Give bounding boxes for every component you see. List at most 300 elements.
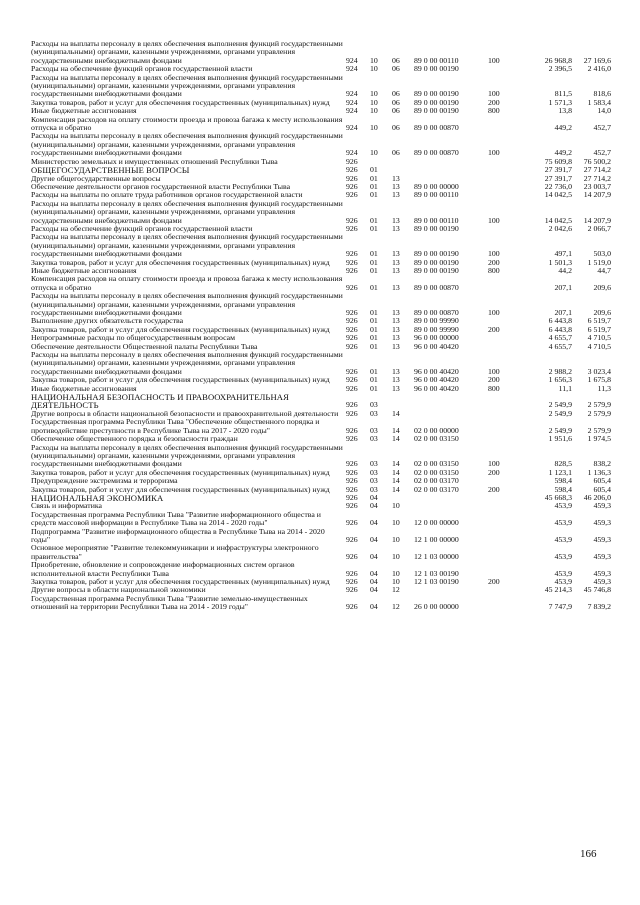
row-grbs-code: 924 — [346, 55, 358, 65]
row-amount-year2: 1 583,4 — [587, 97, 611, 107]
row-name: Расходы на выплаты по оплате труда работников органов государственной власти — [31, 190, 303, 200]
row-section-code: 04 — [370, 602, 378, 612]
row-amount-year2: 1 974,5 — [587, 434, 611, 444]
row-subsection-code — [392, 158, 414, 166]
row-name: Расходы на обеспечение функций органов государственной власти — [31, 223, 253, 233]
row-section-code: 01 — [370, 316, 378, 326]
row-grbs-code: 926 — [346, 408, 358, 418]
row-grbs-code: 926 — [346, 534, 358, 544]
row-name: Государственная программа Республики Тыва "Развитие земельно-имущественных отношений на территории Республики Тыва на 2014 - 2019 годы" — [31, 593, 308, 612]
table-row — [31, 393, 611, 410]
row-name: Закупка товаров, работ и услуг для обеспечения государственных (муниципальных) нужд — [31, 577, 330, 586]
row-expense-type: 100 — [488, 249, 500, 259]
row-target-article: 89 0 00 00190 — [414, 265, 459, 275]
row-name: Обеспечение деятельности органов государственной власти Республики Тыва — [31, 181, 291, 191]
table-row — [31, 511, 611, 528]
row-target-article: 12 1 03 00190 — [414, 568, 459, 578]
row-expense-type: 200 — [488, 257, 500, 267]
row-subsection-code: 13 — [392, 383, 400, 393]
row-amount-year2: 3 023,4 — [587, 366, 611, 376]
row-grbs-code: 926 — [346, 282, 358, 292]
row-target-article: 89 0 00 00190 — [414, 106, 459, 116]
row-name: Закупка товаров, работ и услуг для обеспечения государственных (муниципальных) нужд — [31, 467, 330, 477]
row-amount-year1: 2 042,6 — [548, 223, 572, 233]
row-name: НАЦИОНАЛЬНАЯ ЭКОНОМИКА — [31, 492, 164, 503]
row-section-code: 01 — [370, 333, 378, 343]
table-row — [31, 351, 611, 376]
budget-table-body — [31, 40, 611, 612]
row-target-article: 89 0 00 00110 — [414, 215, 459, 225]
row-target-article: 89 0 00 99990 — [414, 324, 459, 334]
row-expense-type: 200 — [488, 97, 500, 107]
row-target-article: 12 1 00 00000 — [414, 534, 459, 544]
row-amount-year1: 1 123,1 — [548, 467, 572, 477]
table-row — [31, 561, 611, 578]
table-row — [31, 132, 611, 157]
row-amount-year1: 453,9 — [554, 577, 572, 586]
row-subsection-code: 12 — [392, 585, 400, 595]
row-name: Обеспечение деятельности Общественной палаты Республики Тыва — [31, 341, 258, 351]
row-amount-year2: 27 714,2 — [583, 173, 611, 183]
row-expense-type — [488, 410, 514, 418]
row-section-code: 01 — [370, 173, 378, 183]
row-expense-type — [488, 393, 514, 410]
row-section-code: 04 — [370, 568, 378, 578]
row-expense-type — [488, 544, 514, 561]
budget-table-sheet — [31, 40, 611, 612]
row-grbs-code: 926 — [346, 518, 358, 528]
row-target-article — [414, 586, 488, 594]
row-grbs-code: 926 — [346, 324, 358, 334]
row-target-article: 89 0 00 00190 — [414, 257, 459, 267]
row-amount-year1: 497,1 — [554, 249, 572, 259]
table-row — [31, 444, 611, 469]
row-subsection-code: 06 — [392, 64, 400, 74]
row-amount-year2: 2 416,0 — [587, 64, 611, 74]
row-amount-year2: 818,6 — [593, 89, 611, 99]
row-target-article: 89 0 00 00000 — [414, 181, 459, 191]
row-subsection-code: 14 — [392, 408, 400, 418]
row-name: Расходы на выплаты персоналу в целях обеспечения выполнения функций государственными (муниципальными) органами, казенными учреждениями, органами управления государственными внебюджетными фондами — [31, 350, 343, 376]
row-grbs-code: 926 — [346, 249, 358, 259]
row-name: Государственная программа Республики Тыва "Обеспечение общественного порядка и противодействие преступности в Республике Тыва на 2017 - 2020 годы" — [31, 417, 320, 435]
row-expense-type — [488, 586, 514, 594]
row-subsection-code: 14 — [392, 476, 400, 486]
row-section-code: 01 — [370, 249, 378, 259]
row-grbs-code: 924 — [346, 89, 358, 99]
row-target-article: 12 0 00 00000 — [414, 518, 459, 528]
row-expense-type — [488, 494, 514, 502]
row-grbs-code: 924 — [346, 64, 358, 74]
row-subsection-code: 14 — [392, 425, 400, 435]
row-grbs-code: 926 — [346, 257, 358, 267]
row-amount-year2: 11,3 — [597, 383, 611, 393]
row-amount-year1: 1 571,3 — [548, 97, 572, 107]
row-expense-type — [488, 275, 514, 292]
row-amount-year2: 7 839,2 — [587, 602, 611, 612]
row-grbs-code: 926 — [346, 375, 358, 385]
row-amount-year1: 44,2 — [558, 265, 572, 275]
row-section-code: 03 — [370, 484, 378, 494]
row-amount-year2: 605,4 — [593, 476, 611, 486]
row-amount-year2: 27 714,2 — [583, 165, 611, 175]
row-amount-year2: 605,4 — [593, 484, 611, 494]
row-target-article — [414, 166, 488, 174]
row-name: Расходы на выплаты персоналу в целях обеспечения выполнения функций государственными (муниципальными) органами, казенными учреждениями, органами управления государственными внебюджетными фондами — [31, 198, 343, 225]
row-name: Расходы на выплаты персоналу в целях обеспечения выполнения функций государственными (муниципальными) органами, казенными учреждениями, органами управления государственными внебюджетными фондами — [31, 291, 343, 317]
row-amount-year2: 76 500,2 — [583, 156, 611, 166]
row-amount-year2: 2 579,9 — [587, 408, 611, 418]
row-subsection-code: 13 — [392, 181, 400, 191]
row-expense-type — [488, 435, 514, 443]
row-name: Закупка товаров, работ и услуг для обеспечения государственных (муниципальных) нужд — [31, 375, 330, 385]
row-name: ОБЩЕГОСУДАРСТВЕННЫЕ ВОПРОСЫ — [31, 165, 190, 176]
row-name: Закупка товаров, работ и услуг для обеспечения государственных (муниципальных) нужд — [31, 324, 330, 334]
row-name: Другие вопросы в области национальной экономики — [31, 585, 206, 595]
row-section-code: 01 — [370, 165, 378, 175]
row-section-code: 04 — [370, 577, 378, 586]
row-name: Расходы на выплаты персоналу в целях обеспечения выполнения функций государственными (муниципальными) органами, казенными учреждениями, органами управления государственными внебюджетными фондами — [31, 72, 343, 99]
row-target-article: 26 0 00 00000 — [414, 602, 459, 612]
row-amount-year1: 2 396,5 — [548, 64, 572, 74]
row-subsection-code: 12 — [392, 602, 400, 612]
table-row — [31, 292, 611, 317]
row-grbs-code: 924 — [346, 123, 358, 133]
row-amount-year2: 4 710,5 — [587, 333, 611, 343]
row-subsection-code: 14 — [392, 484, 400, 494]
row-grbs-code: 924 — [346, 97, 358, 107]
row-target-article: 89 0 00 00870 — [414, 148, 459, 158]
row-name: Компенсация расходов на оплату стоимости проезда и провоза багажа к месту использования отпуска и обратно — [31, 114, 343, 133]
row-name: Расходы на выплаты персоналу в целях обеспечения выполнения функций государственными (муниципальными) органами, казенными учреждениями, органами управления государственными внебюджетными фондами — [31, 232, 343, 259]
row-section-code: 01 — [370, 282, 378, 292]
row-grbs-code: 926 — [346, 333, 358, 343]
table-row — [31, 494, 611, 502]
row-section-code: 04 — [370, 534, 378, 544]
row-name: Иные бюджетные ассигнования — [31, 106, 137, 116]
row-expense-type: 200 — [488, 484, 500, 494]
row-amount-year1: 2 549,9 — [548, 408, 572, 418]
row-section-code: 01 — [370, 375, 378, 385]
row-subsection-code: 13 — [392, 190, 400, 200]
row-grbs-code: 926 — [346, 425, 358, 435]
row-section-code: 10 — [370, 123, 378, 133]
table-row — [31, 40, 611, 65]
row-grbs-code: 926 — [346, 215, 358, 225]
row-subsection-code: 13 — [392, 173, 400, 183]
row-amount-year2: 459,3 — [593, 551, 611, 561]
row-name: Закупка товаров, работ и услуг для обеспечения государственных (муниципальных) нужд — [31, 97, 330, 107]
row-amount-year1: 45 214,3 — [544, 585, 572, 595]
row-amount-year1: 75 609,8 — [544, 156, 572, 166]
row-amount-year1: 207,1 — [554, 308, 572, 317]
row-grbs-code: 926 — [346, 434, 358, 444]
row-amount-year1: 11,1 — [558, 383, 572, 393]
row-section-code: 03 — [370, 408, 378, 418]
row-expense-type: 200 — [488, 577, 500, 586]
row-amount-year1: 6 443,8 — [548, 324, 572, 334]
row-amount-year2: 503,0 — [593, 249, 611, 259]
row-target-article — [414, 158, 488, 166]
row-grbs-code: 926 — [346, 568, 358, 578]
row-amount-year1: 2 549,9 — [548, 425, 572, 435]
row-section-code: 01 — [370, 190, 378, 200]
row-subsection-code: 10 — [392, 551, 400, 561]
row-subsection-code: 10 — [392, 534, 400, 544]
row-amount-year1: 453,9 — [554, 501, 572, 511]
row-expense-type — [488, 65, 514, 73]
row-section-code: 01 — [370, 308, 378, 317]
page-number: 166 — [580, 848, 597, 860]
row-grbs-code: 926 — [346, 308, 358, 317]
row-amount-year2: 14,0 — [597, 106, 611, 116]
row-section-code: 10 — [370, 89, 378, 99]
row-amount-year1: 4 655,7 — [548, 341, 572, 351]
row-amount-year2: 6 519,7 — [587, 316, 611, 326]
row-subsection-code: 10 — [392, 501, 400, 511]
row-amount-year1: 2 549,9 — [548, 400, 572, 410]
row-target-article: 02 0 00 03150 — [414, 467, 459, 477]
row-grbs-code: 926 — [346, 265, 358, 275]
table-row — [31, 275, 611, 292]
row-expense-type — [488, 528, 514, 545]
row-subsection-code: 06 — [392, 123, 400, 133]
row-expense-type — [488, 175, 514, 183]
row-expense-type: 800 — [488, 106, 500, 116]
row-section-code: 01 — [370, 383, 378, 393]
row-target-article: 89 0 00 00190 — [414, 64, 459, 74]
row-amount-year2: 209,6 — [593, 282, 611, 292]
table-row — [31, 116, 611, 133]
row-grbs-code: 926 — [346, 585, 358, 595]
row-name: Другие общегосударственные вопросы — [31, 173, 161, 183]
row-amount-year2: 23 003,7 — [583, 181, 611, 191]
row-section-code: 03 — [370, 434, 378, 444]
row-amount-year2: 44,7 — [597, 265, 611, 275]
table-row — [31, 233, 611, 258]
row-grbs-code: 926 — [346, 476, 358, 486]
row-amount-year1: 453,9 — [554, 534, 572, 544]
row-amount-year2: 459,3 — [593, 534, 611, 544]
row-amount-year2: 6 519,7 — [587, 324, 611, 334]
row-expense-type — [488, 595, 514, 612]
row-amount-year2: 1 136,3 — [587, 467, 611, 477]
row-grbs-code: 926 — [346, 366, 358, 376]
row-grbs-code: 926 — [346, 400, 358, 410]
row-target-article — [414, 410, 488, 418]
row-subsection-code: 10 — [392, 568, 400, 578]
row-amount-year2: 459,3 — [593, 501, 611, 511]
row-subsection-code: 14 — [392, 459, 400, 469]
row-section-code: 04 — [370, 492, 378, 502]
row-amount-year1: 7 747,9 — [548, 602, 572, 612]
row-subsection-code: 13 — [392, 341, 400, 351]
row-subsection-code: 13 — [392, 333, 400, 343]
row-subsection-code: 14 — [392, 434, 400, 444]
row-target-article: 89 0 00 00190 — [414, 97, 459, 107]
row-section-code: 03 — [370, 467, 378, 477]
row-subsection-code: 13 — [392, 308, 400, 317]
row-expense-type: 100 — [488, 89, 500, 99]
row-name: Государственная программа Республики Тыва "Развитие информационного общества и средств массовой информации в Республике Тыва на 2014 - 2020 годы" — [31, 509, 321, 528]
row-name: Расходы на обеспечение функций органов государственной власти — [31, 64, 253, 74]
table-row — [31, 74, 611, 99]
row-expense-type — [488, 225, 514, 233]
row-target-article: 89 0 00 00190 — [414, 223, 459, 233]
row-grbs-code: 926 — [346, 551, 358, 561]
row-amount-year2: 4 710,5 — [587, 341, 611, 351]
row-amount-year1: 1 951,6 — [548, 434, 572, 444]
row-target-article: 96 0 00 40420 — [414, 383, 459, 393]
row-amount-year2: 452,7 — [593, 123, 611, 133]
row-name: Приобретение, обновление и сопровождение информационных систем органов исполнительной власти Республики Тыва — [31, 560, 295, 578]
row-section-code: 01 — [370, 341, 378, 351]
row-target-article — [414, 393, 488, 410]
row-expense-type — [488, 191, 514, 199]
row-amount-year1: 6 443,8 — [548, 316, 572, 326]
row-amount-year2: 459,3 — [593, 568, 611, 578]
row-amount-year2: 14 207,9 — [583, 215, 611, 225]
row-target-article: 89 0 00 00110 — [414, 55, 459, 65]
row-name: Расходы на выплаты персоналу в целях обеспечения выполнения функций государственными (муниципальными) органами, казенными учреждениями, органами управления государственными внебюджетными фондами — [31, 131, 343, 158]
row-section-code: 01 — [370, 223, 378, 233]
row-name: Подпрограмма "Развитие информационного общества в Республике Тыва на 2014 - 2020 годы" — [31, 526, 325, 544]
row-expense-type: 200 — [488, 467, 500, 477]
row-section-code: 01 — [370, 257, 378, 267]
row-amount-year2: 1 519,0 — [587, 257, 611, 267]
row-target-article: 02 0 00 03150 — [414, 434, 459, 444]
row-grbs-code: 926 — [346, 459, 358, 469]
row-name: Компенсация расходов на оплату стоимости проезда и провоза багажа к месту использования отпуска и обратно — [31, 274, 343, 292]
row-section-code: 04 — [370, 501, 378, 511]
row-section-code: 10 — [370, 55, 378, 65]
row-amount-year1: 26 968,8 — [544, 55, 572, 65]
row-expense-type: 200 — [488, 324, 500, 334]
row-amount-year1: 449,2 — [554, 148, 572, 158]
row-expense-type: 100 — [488, 148, 500, 158]
row-amount-year1: 22 736,0 — [544, 181, 572, 191]
row-name: Закупка товаров, работ и услуг для обеспечения государственных (муниципальных) нужд — [31, 484, 330, 494]
row-amount-year2: 459,3 — [593, 577, 611, 586]
row-name: Предупреждение экстремизма и терроризма — [31, 476, 178, 486]
row-name: Иные бюджетные ассигнования — [31, 265, 137, 275]
row-target-article: 89 0 00 00870 — [414, 123, 459, 133]
row-target-article: 89 0 00 00870 — [414, 282, 459, 292]
row-target-article: 89 0 00 00190 — [414, 89, 459, 99]
row-section-code: 01 — [370, 215, 378, 225]
row-target-article: 02 0 00 03150 — [414, 459, 459, 469]
row-amount-year2: 2 066,7 — [587, 223, 611, 233]
row-section-code: 01 — [370, 181, 378, 191]
row-amount-year1: 811,5 — [554, 89, 572, 99]
table-row — [31, 200, 611, 225]
row-expense-type — [488, 343, 514, 351]
row-expense-type: 200 — [488, 375, 500, 385]
row-grbs-code: 926 — [346, 484, 358, 494]
row-expense-type — [488, 502, 514, 510]
row-name: Основное мероприятие "Развитие телекоммуникации и инфраструктуры электронного правительства" — [31, 543, 319, 561]
row-grbs-code: 926 — [346, 223, 358, 233]
table-row — [31, 528, 611, 545]
row-target-article: 12 1 03 00190 — [414, 577, 459, 586]
row-subsection-code: 13 — [392, 249, 400, 259]
table-row — [31, 418, 611, 435]
row-subsection-code — [392, 393, 414, 410]
table-row — [31, 595, 611, 612]
row-grbs-code: 926 — [346, 602, 358, 612]
row-expense-type — [488, 183, 514, 191]
row-grbs-code: 926 — [346, 467, 358, 477]
row-amount-year2: 452,7 — [593, 148, 611, 158]
row-grbs-code: 926 — [346, 165, 358, 175]
row-subsection-code: 13 — [392, 257, 400, 267]
row-grbs-code: 926 — [346, 316, 358, 326]
row-target-article: 96 0 00 00000 — [414, 333, 459, 343]
row-name: НАЦИОНАЛЬНАЯ БЕЗОПАСНОСТЬ И ПРАВООХРАНИТЕЛЬНАЯ ДЕЯТЕЛЬНОСТЬ — [31, 392, 289, 411]
row-amount-year1: 598,4 — [554, 484, 572, 494]
row-subsection-code: 13 — [392, 282, 400, 292]
row-section-code: 01 — [370, 324, 378, 334]
row-subsection-code: 06 — [392, 55, 400, 65]
row-target-article: 02 0 00 03170 — [414, 484, 459, 494]
row-grbs-code: 924 — [346, 148, 358, 158]
row-name: Закупка товаров, работ и услуг для обеспечения государственных (муниципальных) нужд — [31, 257, 330, 267]
row-amount-year2: 1 675,8 — [587, 375, 611, 385]
row-amount-year1: 14 042,5 — [544, 215, 572, 225]
row-section-code: 04 — [370, 551, 378, 561]
row-subsection-code: 13 — [392, 366, 400, 376]
row-subsection-code: 06 — [392, 89, 400, 99]
row-amount-year2: 27 169,6 — [583, 55, 611, 65]
row-expense-type: 800 — [488, 265, 500, 275]
row-amount-year1: 1 656,3 — [548, 375, 572, 385]
row-subsection-code: 14 — [392, 467, 400, 477]
row-amount-year2: 2 579,9 — [587, 400, 611, 410]
row-grbs-code: 924 — [346, 106, 358, 116]
row-expense-type: 100 — [488, 459, 500, 469]
row-expense-type — [488, 418, 514, 435]
row-section-code: 03 — [370, 476, 378, 486]
row-amount-year1: 598,4 — [554, 476, 572, 486]
row-target-article — [414, 502, 488, 510]
row-name: Связь и информатика — [31, 501, 102, 511]
row-expense-type — [488, 511, 514, 528]
row-amount-year2: 45 746,8 — [583, 585, 611, 595]
row-grbs-code: 926 — [346, 501, 358, 511]
row-target-article: 89 0 00 00110 — [414, 190, 459, 200]
row-subsection-code: 13 — [392, 215, 400, 225]
row-expense-type — [488, 561, 514, 578]
row-amount-year2: 838,2 — [593, 459, 611, 469]
row-name: Министерство земельных и имущественных отношений Республики Тыва — [31, 156, 278, 166]
row-section-code: 03 — [370, 400, 378, 410]
row-amount-year1: 1 501,3 — [548, 257, 572, 267]
row-amount-year1: 45 668,3 — [544, 492, 572, 502]
table-row — [31, 544, 611, 561]
row-section-code: 03 — [370, 425, 378, 435]
row-subsection-code: 13 — [392, 265, 400, 275]
row-amount-year1: 2 988,2 — [548, 366, 572, 376]
row-target-article: 96 0 00 40420 — [414, 341, 459, 351]
row-name: Расходы на выплаты персоналу в целях обеспечения выполнения функций государственными (муниципальными) органами, казенными учреждениями, органами управления государственными внебюджетными фондами — [31, 442, 343, 469]
row-target-article — [414, 494, 488, 502]
row-subsection-code: 10 — [392, 577, 400, 586]
row-subsection-code: 06 — [392, 106, 400, 116]
row-expense-type: 100 — [488, 55, 500, 65]
row-amount-year1: 207,1 — [554, 282, 572, 292]
row-amount-year2: 2 579,9 — [587, 425, 611, 435]
row-subsection-code: 10 — [392, 518, 400, 528]
